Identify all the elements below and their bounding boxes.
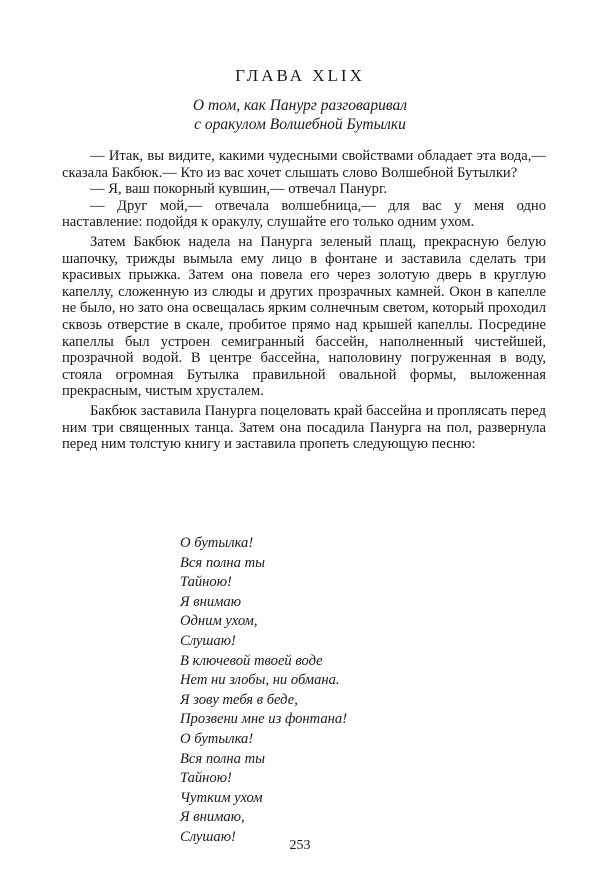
- verse-line: Я зову тебя в беде,: [180, 691, 298, 708]
- paragraph-dialogue-1: — Итак, вы видите, какими чудесными свойствами обладает эта вода,— сказала Бакбюк.— Кто из вас хочет слышать слово Волшебной Бутылки?: [62, 148, 546, 181]
- verse-line: Я внимаю,: [180, 809, 245, 826]
- chapter-title: ГЛАВА XLIX: [235, 66, 365, 85]
- paragraph-dialogue-2: — Я, ваш покорный кувшин,— отвечал Панург.: [90, 181, 387, 198]
- verse-line: О бутылка!: [180, 730, 254, 747]
- verse-line: В ключевой твоей воде: [180, 652, 323, 669]
- body-text: [62, 148, 546, 453]
- paragraph-narrative-2: Бакбюк заставила Панурга поцеловать край бассейна и проплясать перед ним три священных танца. Затем она посадила Панурга на пол, развернула перед ним толстую книгу и заставила пропеть следующую песню:: [62, 402, 546, 453]
- verse-line: Слушаю!: [180, 828, 236, 845]
- subtitle-line: с оракулом Волшебной Бутылки: [194, 116, 406, 133]
- paragraph-narrative-1: Затем Бакбюк надела на Панурга зеленый плащ, прекрасную белую шапочку, трижды вымыла ему лицо в фонтане и заставила сделать три красивых прыжка. Затем она повела его через золотую дверь в круглую капеллу, сложенную из слюды и других прозрачных камней. Окон в капелле не было, но зато она освещалась ярким солнечным светом, который проходил сквозь отверстие в скале, пробитое прямо над крышей капеллы. Посредине капеллы был устроен семигранный бассейн, наполненный чистейшей, прозрачной водой. В центре бассейна, наполовину погруженная в воду, стояла огромная Бутылка правильной овальной формы, выложенная прекрасным, чистым хрусталем.: [62, 233, 546, 400]
- verse-line: Чутким ухом: [180, 789, 263, 806]
- chapter-subtitle: [0, 96, 600, 134]
- verse-line: Нет ни злобы, ни обмана.: [180, 672, 340, 689]
- verse-line: Я внимаю: [180, 593, 242, 610]
- verse-line: О бутылка!: [180, 535, 254, 551]
- paragraph-dialogue-3: — Друг мой,— отвечала волшебница,— для вас у меня одно наставление: подойдя к оракулу, слушайте его только одним ухом.: [62, 197, 546, 231]
- verse-line: Тайною!: [180, 574, 232, 591]
- verse-line: Тайною!: [180, 770, 232, 787]
- verse-line: Прозвени мне из фонтана!: [180, 711, 348, 728]
- subtitle-line: О том, как Панург разговаривал: [192, 97, 408, 114]
- page-number: 253: [289, 838, 311, 853]
- verse-line: Вся полна ты: [180, 750, 266, 767]
- verse-line: Одним ухом,: [180, 613, 258, 630]
- verse-line: Вся полна ты: [180, 554, 266, 571]
- verse-line: Слушаю!: [180, 632, 236, 649]
- song-verse: [180, 534, 347, 848]
